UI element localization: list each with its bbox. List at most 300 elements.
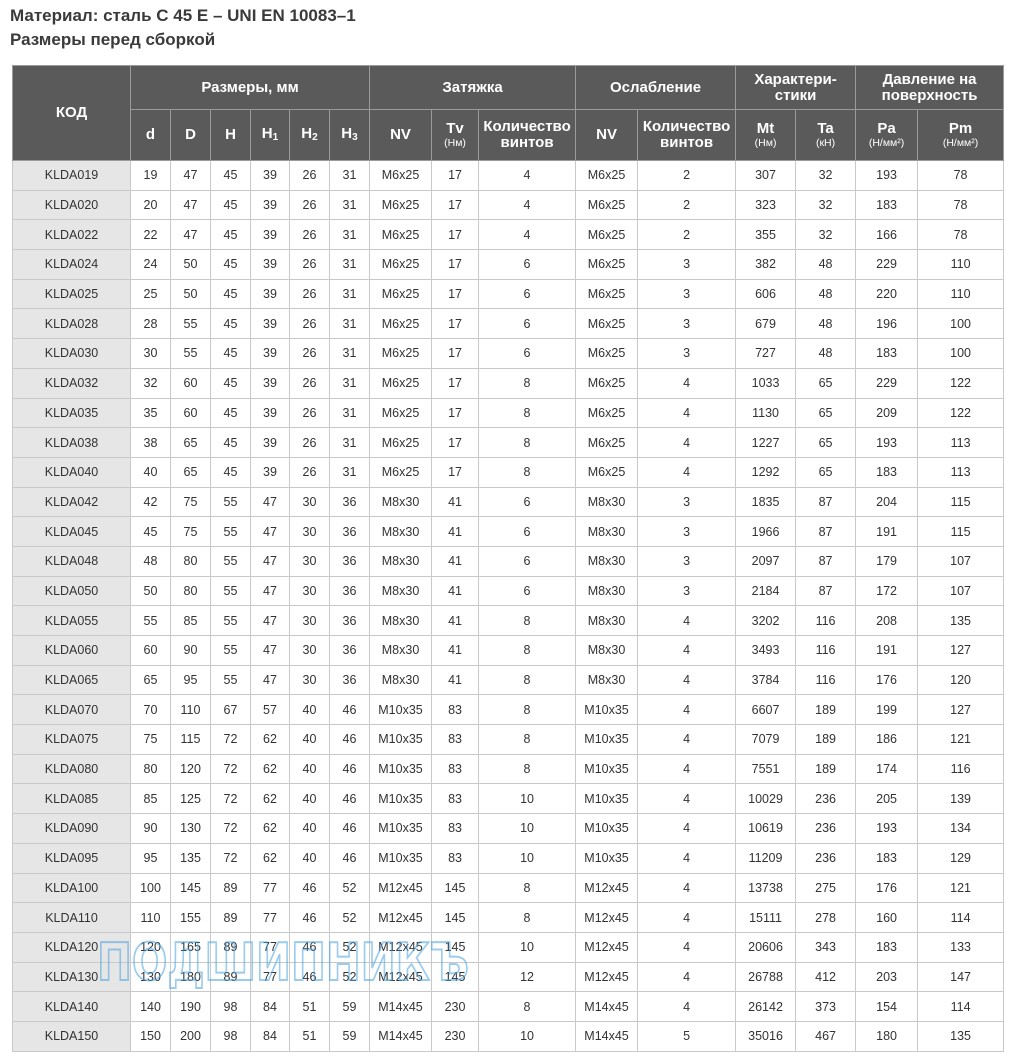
cell-nv-loosening: M6x25 — [576, 220, 638, 250]
cell-tv: 17 — [432, 398, 479, 428]
cell-nv-loosening: M8x30 — [576, 606, 638, 636]
cell-ta: 48 — [796, 279, 856, 309]
cell-tv: 17 — [432, 279, 479, 309]
cell-ta: 467 — [796, 1021, 856, 1051]
cell-code: KLDA035 — [13, 398, 131, 428]
cell-H3: 46 — [330, 695, 370, 725]
table-row — [13, 487, 1004, 517]
table-row — [13, 546, 1004, 576]
cell-H1: 77 — [251, 932, 290, 962]
cell-H3: 52 — [330, 903, 370, 933]
cell-pa: 191 — [856, 517, 918, 547]
cell-mt: 382 — [736, 250, 796, 280]
cell-pm: 121 — [918, 725, 1004, 755]
cell-D: 130 — [171, 814, 211, 844]
table-row — [13, 962, 1004, 992]
cell-H1: 77 — [251, 962, 290, 992]
cell-screw-count-loosening: 3 — [638, 576, 736, 606]
cell-pa: 176 — [856, 665, 918, 695]
cell-D: 110 — [171, 695, 211, 725]
cell-screw-count-loosening: 4 — [638, 962, 736, 992]
cell-H3: 31 — [330, 279, 370, 309]
cell-nv-tightening: M10x35 — [370, 843, 432, 873]
cell-nv-loosening: M8x30 — [576, 576, 638, 606]
cell-screw-count-tightening: 8 — [479, 873, 576, 903]
cell-screw-count-tightening: 8 — [479, 606, 576, 636]
table-row — [13, 636, 1004, 666]
cell-nv-loosening: M8x30 — [576, 487, 638, 517]
cell-H3: 36 — [330, 517, 370, 547]
cell-D: 125 — [171, 784, 211, 814]
cell-nv-loosening: M8x30 — [576, 546, 638, 576]
cell-ta: 278 — [796, 903, 856, 933]
cell-pm: 113 — [918, 457, 1004, 487]
cell-H1: 47 — [251, 517, 290, 547]
cell-nv-loosening: M6x25 — [576, 428, 638, 458]
cell-d: 19 — [131, 161, 171, 191]
cell-tv: 17 — [432, 368, 479, 398]
cell-H2: 26 — [290, 398, 330, 428]
cell-d: 45 — [131, 517, 171, 547]
cell-d: 65 — [131, 665, 171, 695]
cell-code: KLDA042 — [13, 487, 131, 517]
cell-D: 75 — [171, 487, 211, 517]
table-row — [13, 161, 1004, 191]
cell-screw-count-loosening: 5 — [638, 1021, 736, 1051]
cell-H1: 39 — [251, 398, 290, 428]
header-group-characteristics: Характери-стики — [736, 66, 856, 110]
cell-screw-count-tightening: 6 — [479, 487, 576, 517]
cell-D: 60 — [171, 368, 211, 398]
cell-H1: 39 — [251, 428, 290, 458]
cell-screw-count-loosening: 4 — [638, 814, 736, 844]
cell-H1: 39 — [251, 457, 290, 487]
cell-d: 110 — [131, 903, 171, 933]
cell-screw-count-loosening: 2 — [638, 161, 736, 191]
cell-pm: 115 — [918, 517, 1004, 547]
cell-screw-count-tightening: 8 — [479, 992, 576, 1022]
cell-pa: 180 — [856, 1021, 918, 1051]
header-group-loosening: Ослабление — [576, 66, 736, 110]
cell-d: 100 — [131, 873, 171, 903]
cell-ta: 236 — [796, 814, 856, 844]
cell-pa: 229 — [856, 368, 918, 398]
cell-d: 28 — [131, 309, 171, 339]
cell-H3: 52 — [330, 873, 370, 903]
cell-H2: 46 — [290, 932, 330, 962]
cell-code: KLDA028 — [13, 309, 131, 339]
cell-H1: 62 — [251, 725, 290, 755]
table-row — [13, 517, 1004, 547]
cell-H2: 51 — [290, 992, 330, 1022]
cell-nv-tightening: M10x35 — [370, 784, 432, 814]
cell-pa: 193 — [856, 814, 918, 844]
cell-H: 45 — [211, 368, 251, 398]
cell-pa: 166 — [856, 220, 918, 250]
cell-code: KLDA060 — [13, 636, 131, 666]
cell-tv: 17 — [432, 190, 479, 220]
cell-screw-count-loosening: 4 — [638, 992, 736, 1022]
cell-pa: 160 — [856, 903, 918, 933]
cell-D: 190 — [171, 992, 211, 1022]
cell-ta: 373 — [796, 992, 856, 1022]
cell-H1: 62 — [251, 814, 290, 844]
cell-H3: 31 — [330, 368, 370, 398]
cell-code: KLDA019 — [13, 161, 131, 191]
cell-H2: 40 — [290, 725, 330, 755]
cell-tv: 83 — [432, 725, 479, 755]
cell-pm: 78 — [918, 220, 1004, 250]
cell-nv-tightening: M8x30 — [370, 517, 432, 547]
cell-H1: 57 — [251, 695, 290, 725]
cell-tv: 83 — [432, 695, 479, 725]
cell-screw-count-tightening: 6 — [479, 250, 576, 280]
cell-pa: 199 — [856, 695, 918, 725]
header-pm: Pm (Н/мм²) — [918, 110, 1004, 161]
cell-mt: 7079 — [736, 725, 796, 755]
cell-screw-count-loosening: 4 — [638, 606, 736, 636]
cell-tv: 41 — [432, 606, 479, 636]
cell-H: 89 — [211, 932, 251, 962]
cell-code: KLDA120 — [13, 932, 131, 962]
cell-H3: 31 — [330, 220, 370, 250]
cell-ta: 116 — [796, 606, 856, 636]
header-group-tightening: Затяжка — [370, 66, 576, 110]
cell-H3: 36 — [330, 665, 370, 695]
cell-H3: 46 — [330, 843, 370, 873]
cell-tv: 17 — [432, 339, 479, 369]
cell-pa: 208 — [856, 606, 918, 636]
cell-H3: 36 — [330, 487, 370, 517]
cell-H1: 62 — [251, 754, 290, 784]
cell-screw-count-loosening: 4 — [638, 725, 736, 755]
cell-code: KLDA075 — [13, 725, 131, 755]
cell-H3: 46 — [330, 754, 370, 784]
cell-nv-loosening: M6x25 — [576, 279, 638, 309]
cell-screw-count-loosening: 4 — [638, 398, 736, 428]
cell-ta: 189 — [796, 695, 856, 725]
cell-H3: 31 — [330, 457, 370, 487]
cell-pm: 122 — [918, 368, 1004, 398]
table-row — [13, 190, 1004, 220]
cell-ta: 65 — [796, 428, 856, 458]
table-row — [13, 784, 1004, 814]
cell-H1: 47 — [251, 546, 290, 576]
cell-screw-count-loosening: 4 — [638, 932, 736, 962]
cell-nv-loosening: M10x35 — [576, 754, 638, 784]
cell-tv: 41 — [432, 636, 479, 666]
cell-D: 155 — [171, 903, 211, 933]
cell-mt: 15111 — [736, 903, 796, 933]
cell-pm: 114 — [918, 903, 1004, 933]
cell-H1: 47 — [251, 636, 290, 666]
cell-pm: 139 — [918, 784, 1004, 814]
cell-nv-tightening: M6x25 — [370, 398, 432, 428]
cell-ta: 116 — [796, 665, 856, 695]
cell-screw-count-loosening: 4 — [638, 843, 736, 873]
cell-ta: 32 — [796, 190, 856, 220]
cell-code: KLDA032 — [13, 368, 131, 398]
cell-pm: 78 — [918, 161, 1004, 191]
table-row — [13, 725, 1004, 755]
cell-tv: 145 — [432, 932, 479, 962]
cell-code: KLDA130 — [13, 962, 131, 992]
cell-nv-loosening: M6x25 — [576, 161, 638, 191]
cell-nv-loosening: M10x35 — [576, 814, 638, 844]
cell-pa: 229 — [856, 250, 918, 280]
cell-nv-loosening: M12x45 — [576, 873, 638, 903]
cell-screw-count-tightening: 6 — [479, 517, 576, 547]
cell-nv-loosening: M10x35 — [576, 695, 638, 725]
header-ta: Ta (кН) — [796, 110, 856, 161]
cell-ta: 32 — [796, 220, 856, 250]
table-row — [13, 1021, 1004, 1051]
cell-pm: 133 — [918, 932, 1004, 962]
cell-pa: 183 — [856, 932, 918, 962]
cell-H: 55 — [211, 487, 251, 517]
cell-screw-count-tightening: 4 — [479, 190, 576, 220]
cell-screw-count-tightening: 4 — [479, 220, 576, 250]
cell-H2: 30 — [290, 665, 330, 695]
cell-H: 67 — [211, 695, 251, 725]
cell-screw-count-loosening: 3 — [638, 309, 736, 339]
cell-H2: 46 — [290, 873, 330, 903]
cell-pm: 129 — [918, 843, 1004, 873]
cell-d: 24 — [131, 250, 171, 280]
cell-screw-count-tightening: 8 — [479, 695, 576, 725]
cell-tv: 41 — [432, 487, 479, 517]
cell-H2: 51 — [290, 1021, 330, 1051]
cell-d: 20 — [131, 190, 171, 220]
cell-D: 75 — [171, 517, 211, 547]
cell-tv: 41 — [432, 517, 479, 547]
cell-H3: 31 — [330, 309, 370, 339]
cell-H2: 26 — [290, 428, 330, 458]
table-row — [13, 428, 1004, 458]
cell-H2: 30 — [290, 487, 330, 517]
cell-mt: 1227 — [736, 428, 796, 458]
pre-assembly-subtitle: Размеры перед сборкой — [10, 30, 216, 49]
cell-pa: 183 — [856, 843, 918, 873]
cell-pm: 107 — [918, 546, 1004, 576]
cell-D: 50 — [171, 250, 211, 280]
cell-screw-count-loosening: 4 — [638, 873, 736, 903]
cell-pa: 174 — [856, 754, 918, 784]
cell-tv: 145 — [432, 873, 479, 903]
cell-ta: 87 — [796, 576, 856, 606]
cell-nv-tightening: M6x25 — [370, 457, 432, 487]
cell-d: 130 — [131, 962, 171, 992]
cell-code: KLDA100 — [13, 873, 131, 903]
cell-pa: 204 — [856, 487, 918, 517]
table-row — [13, 250, 1004, 280]
cell-tv: 145 — [432, 903, 479, 933]
cell-mt: 355 — [736, 220, 796, 250]
cell-pm: 100 — [918, 339, 1004, 369]
cell-H1: 39 — [251, 190, 290, 220]
cell-mt: 3202 — [736, 606, 796, 636]
cell-screw-count-loosening: 4 — [638, 457, 736, 487]
cell-nv-loosening: M12x45 — [576, 932, 638, 962]
table-row — [13, 665, 1004, 695]
watermark-text: ПОДШИПНИКЪ — [97, 933, 469, 992]
cell-ta: 87 — [796, 517, 856, 547]
cell-screw-count-loosening: 4 — [638, 784, 736, 814]
cell-pm: 121 — [918, 873, 1004, 903]
cell-pm: 120 — [918, 665, 1004, 695]
cell-nv-tightening: M8x30 — [370, 606, 432, 636]
cell-pa: 193 — [856, 428, 918, 458]
table-row — [13, 457, 1004, 487]
specifications-table — [12, 65, 1004, 1052]
cell-D: 60 — [171, 398, 211, 428]
cell-H1: 47 — [251, 487, 290, 517]
cell-d: 60 — [131, 636, 171, 666]
cell-H: 72 — [211, 784, 251, 814]
cell-screw-count-loosening: 4 — [638, 428, 736, 458]
cell-mt: 1292 — [736, 457, 796, 487]
cell-H2: 40 — [290, 814, 330, 844]
cell-screw-count-tightening: 8 — [479, 903, 576, 933]
cell-H2: 40 — [290, 843, 330, 873]
cell-mt: 307 — [736, 161, 796, 191]
cell-H: 72 — [211, 754, 251, 784]
cell-d: 90 — [131, 814, 171, 844]
cell-H2: 26 — [290, 279, 330, 309]
cell-tv: 41 — [432, 546, 479, 576]
cell-H3: 31 — [330, 250, 370, 280]
cell-H2: 26 — [290, 190, 330, 220]
cell-mt: 6607 — [736, 695, 796, 725]
cell-H1: 84 — [251, 1021, 290, 1051]
cell-screw-count-loosening: 4 — [638, 754, 736, 784]
cell-pa: 183 — [856, 339, 918, 369]
table-row — [13, 814, 1004, 844]
cell-screw-count-loosening: 4 — [638, 368, 736, 398]
cell-pm: 135 — [918, 1021, 1004, 1051]
table-row — [13, 279, 1004, 309]
cell-tv: 230 — [432, 1021, 479, 1051]
cell-screw-count-tightening: 8 — [479, 636, 576, 666]
cell-mt: 1966 — [736, 517, 796, 547]
cell-pa: 179 — [856, 546, 918, 576]
cell-H2: 26 — [290, 457, 330, 487]
cell-screw-count-tightening: 10 — [479, 1021, 576, 1051]
cell-screw-count-loosening: 2 — [638, 190, 736, 220]
cell-screw-count-loosening: 3 — [638, 279, 736, 309]
cell-nv-loosening: M8x30 — [576, 665, 638, 695]
cell-nv-loosening: M6x25 — [576, 309, 638, 339]
cell-D: 120 — [171, 754, 211, 784]
cell-H3: 36 — [330, 546, 370, 576]
cell-mt: 2097 — [736, 546, 796, 576]
cell-H1: 39 — [251, 161, 290, 191]
cell-mt: 10619 — [736, 814, 796, 844]
header-screw-count-loosening: Количество винтов — [638, 110, 736, 161]
cell-H2: 26 — [290, 161, 330, 191]
table-row — [13, 903, 1004, 933]
cell-nv-tightening: M8x30 — [370, 665, 432, 695]
cell-H: 55 — [211, 576, 251, 606]
cell-d: 75 — [131, 725, 171, 755]
cell-code: KLDA024 — [13, 250, 131, 280]
cell-D: 55 — [171, 339, 211, 369]
cell-H2: 30 — [290, 576, 330, 606]
cell-pm: 127 — [918, 695, 1004, 725]
cell-tv: 17 — [432, 457, 479, 487]
cell-pm: 115 — [918, 487, 1004, 517]
cell-mt: 323 — [736, 190, 796, 220]
cell-mt: 679 — [736, 309, 796, 339]
cell-screw-count-loosening: 4 — [638, 665, 736, 695]
table-row — [13, 873, 1004, 903]
cell-nv-tightening: M6x25 — [370, 161, 432, 191]
cell-nv-tightening: M12x45 — [370, 873, 432, 903]
cell-d: 30 — [131, 339, 171, 369]
cell-pa: 154 — [856, 992, 918, 1022]
cell-screw-count-loosening: 4 — [638, 695, 736, 725]
cell-code: KLDA038 — [13, 428, 131, 458]
cell-pa: 203 — [856, 962, 918, 992]
cell-mt: 3784 — [736, 665, 796, 695]
cell-H: 89 — [211, 903, 251, 933]
cell-code: KLDA048 — [13, 546, 131, 576]
cell-nv-loosening: M10x35 — [576, 725, 638, 755]
cell-H1: 62 — [251, 843, 290, 873]
cell-mt: 1033 — [736, 368, 796, 398]
cell-d: 55 — [131, 606, 171, 636]
header-H1: $H_1$ — [251, 110, 290, 161]
cell-pm: 135 — [918, 606, 1004, 636]
table-row — [13, 368, 1004, 398]
table-row — [13, 932, 1004, 962]
cell-code: KLDA080 — [13, 754, 131, 784]
header-pa: Pa (Н/мм²) — [856, 110, 918, 161]
cell-ta: 48 — [796, 250, 856, 280]
table-row — [13, 220, 1004, 250]
cell-mt: 1835 — [736, 487, 796, 517]
cell-screw-count-tightening: 8 — [479, 754, 576, 784]
cell-tv: 145 — [432, 962, 479, 992]
cell-nv-loosening: M6x25 — [576, 398, 638, 428]
cell-tv: 83 — [432, 754, 479, 784]
cell-D: 50 — [171, 279, 211, 309]
cell-nv-tightening: M10x35 — [370, 814, 432, 844]
cell-ta: 275 — [796, 873, 856, 903]
cell-nv-tightening: M8x30 — [370, 576, 432, 606]
cell-ta: 236 — [796, 784, 856, 814]
cell-pa: 186 — [856, 725, 918, 755]
cell-code: KLDA030 — [13, 339, 131, 369]
header-H3: $H_3$ — [330, 110, 370, 161]
cell-H: 89 — [211, 962, 251, 992]
cell-mt: 10029 — [736, 784, 796, 814]
cell-nv-loosening: M6x25 — [576, 250, 638, 280]
cell-D: 47 — [171, 220, 211, 250]
cell-d: 22 — [131, 220, 171, 250]
cell-d: 38 — [131, 428, 171, 458]
cell-screw-count-loosening: 2 — [638, 220, 736, 250]
cell-code: KLDA045 — [13, 517, 131, 547]
cell-H3: 36 — [330, 576, 370, 606]
cell-D: 55 — [171, 309, 211, 339]
cell-screw-count-loosening: 3 — [638, 339, 736, 369]
cell-nv-tightening: M8x30 — [370, 487, 432, 517]
cell-H: 72 — [211, 725, 251, 755]
cell-pm: 100 — [918, 309, 1004, 339]
cell-mt: 7551 — [736, 754, 796, 784]
cell-H3: 36 — [330, 606, 370, 636]
